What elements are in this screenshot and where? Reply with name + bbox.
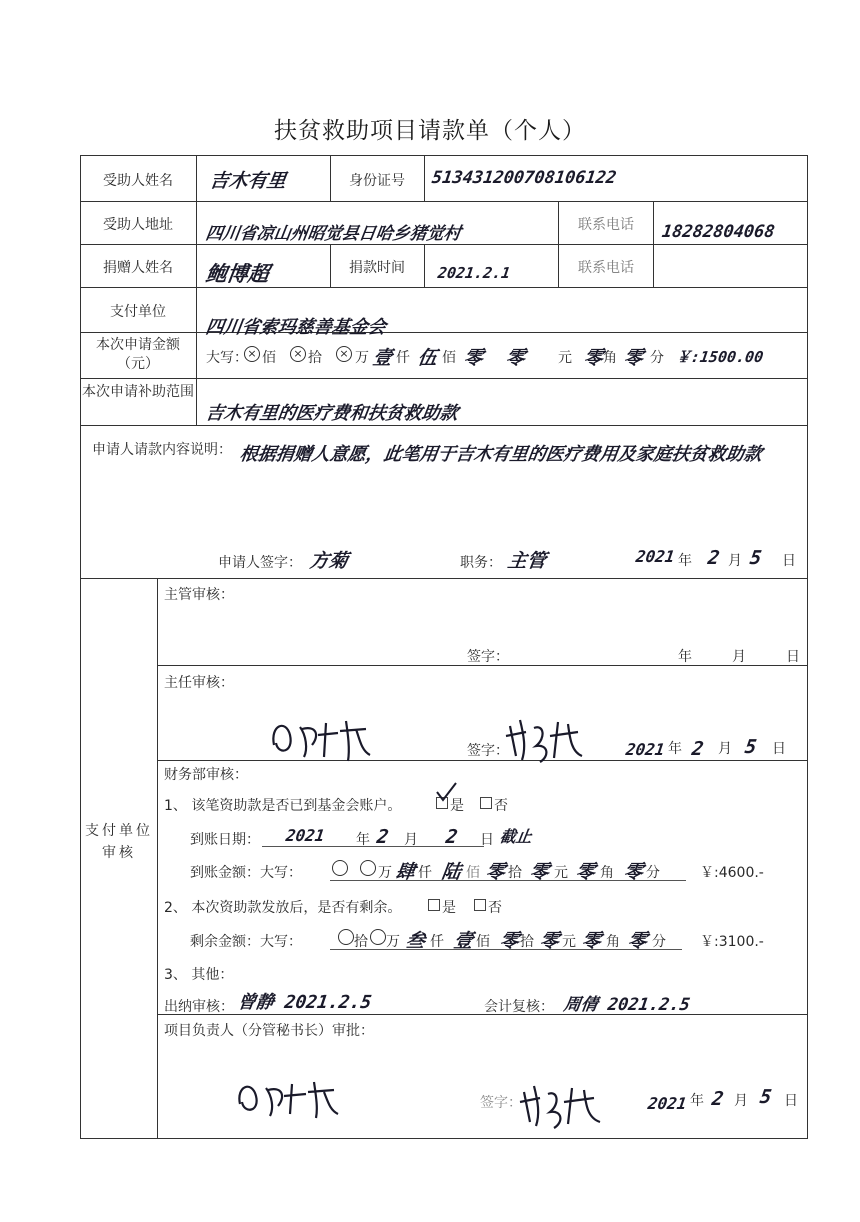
director-sign-label: 签字： <box>467 743 509 759</box>
recipient-name-value: 吉木有里 <box>208 170 288 192</box>
position-label: 职务： <box>460 555 502 571</box>
arrival-digit: 陆 <box>440 861 463 883</box>
arrival-digit: 零 <box>528 861 551 883</box>
payer-value: 四川省索玛慈善基金会 <box>204 317 388 338</box>
label-column-divider <box>196 155 197 425</box>
arrival-mark <box>332 860 348 876</box>
row-divider <box>80 425 808 426</box>
remain-yes-label: 是 <box>442 900 456 916</box>
director-day-unit: 日 <box>772 741 786 757</box>
remain-unit: 元 <box>562 934 576 950</box>
applicant-sign-label: 申请人签字： <box>218 555 302 571</box>
amount-unit: 角 <box>603 350 617 366</box>
pm-sign-label: 签字： <box>480 1095 522 1111</box>
col-divider <box>330 155 331 201</box>
row-divider <box>80 201 808 202</box>
arrival-unit: 角 <box>600 865 614 881</box>
row-divider <box>80 244 808 245</box>
remain-digit: 零 <box>626 930 649 952</box>
row-divider <box>80 378 808 379</box>
donor-name-label: 捐赠人姓名 <box>103 260 173 276</box>
apply-day-unit: 日 <box>782 553 796 569</box>
payer-label: 支付单位 <box>110 304 166 320</box>
arrival-amount-underline <box>330 880 686 881</box>
applicant-signature: 方菊 <box>308 550 350 572</box>
table-left-border <box>80 155 81 1138</box>
question-3: 3、 其他： <box>164 967 234 983</box>
review-section-label: 支付单位审核 <box>85 823 153 861</box>
form-title: 扶贫救助项目请款单（个人） <box>274 118 586 144</box>
col-divider <box>558 201 559 287</box>
amount-digit: 零 <box>462 347 485 369</box>
amount-unit: 元 <box>558 350 572 366</box>
row-divider <box>80 332 808 333</box>
donor-phone-label: 联系电话 <box>578 260 634 276</box>
remain-unit: 角 <box>606 934 620 950</box>
donate-time-label: 捐款时间 <box>349 260 405 276</box>
arrival-unit: 万 <box>378 865 392 881</box>
apply-year: 2021 <box>634 547 676 566</box>
director-day: 5 <box>743 736 758 758</box>
amount-numeric: ￥:1500.00 <box>674 348 765 366</box>
pm-approval-label: 项目负责人（分管秘书长）审批： <box>164 1023 374 1039</box>
arrival-month-unit: 月 <box>404 832 418 848</box>
arrival-mark <box>360 860 376 876</box>
accountant-label: 会计复核： <box>484 999 554 1015</box>
position-value: 主管 <box>506 550 548 572</box>
arrival-day: 2 <box>444 826 459 848</box>
table-bottom-border <box>80 1138 808 1139</box>
arrival-unit: 拾 <box>508 865 522 881</box>
amount-unit: 拾 <box>308 350 322 366</box>
manager-year-unit: 年 <box>678 649 692 665</box>
pm-day: 5 <box>758 1086 773 1108</box>
remain-digit: 零 <box>498 930 521 952</box>
col-divider <box>424 244 425 287</box>
question-1: 1、 该笔资助款是否已到基金会账户。 <box>164 798 402 814</box>
recipient-address-label: 受助人地址 <box>103 217 173 233</box>
description-label: 申请人请款内容说明： <box>92 442 232 458</box>
remain-numeric: ￥:3100.- <box>700 934 764 950</box>
director-review-label: 主任审核： <box>164 675 234 691</box>
id-number-value: 513431200708106122 <box>430 168 618 188</box>
amount-mark: × <box>290 346 306 362</box>
remain-no-checkbox[interactable] <box>474 899 486 911</box>
remain-digit: 零 <box>538 930 561 952</box>
recipient-address-value: 四川省凉山州昭觉县日哈乡猪觉村 <box>204 224 463 244</box>
no-checkbox[interactable] <box>480 797 492 809</box>
arrival-note: 截止 <box>498 827 534 846</box>
col-divider <box>653 201 654 287</box>
amount-unit: 仟 <box>396 350 410 366</box>
pm-day-unit: 日 <box>784 1093 798 1109</box>
manager-sign-label: 签字： <box>467 649 509 665</box>
remain-mark <box>338 929 354 945</box>
remain-amount-underline <box>330 949 682 950</box>
apply-month: 2 <box>706 547 721 569</box>
arrival-unit: 元 <box>554 865 568 881</box>
id-number-label: 身份证号 <box>349 173 405 189</box>
accountant-signature: 周倩 2021.2.5 <box>562 995 692 1015</box>
arrival-date-label: 到账日期： <box>190 832 260 848</box>
remain-digit: 壹 <box>452 930 475 952</box>
arrival-digit: 零 <box>574 861 597 883</box>
arrival-digit: 肆 <box>394 861 417 883</box>
arrival-unit: 分 <box>646 865 660 881</box>
remain-unit: 拾 <box>520 934 534 950</box>
director-year-unit: 年 <box>668 741 682 757</box>
table-top-border <box>80 155 808 156</box>
arrival-digit: 零 <box>622 861 645 883</box>
arrival-day-unit: 日 <box>480 832 494 848</box>
manager-day-unit: 日 <box>786 649 800 665</box>
scope-value: 吉木有里的医疗费和扶贫救助款 <box>204 403 460 424</box>
remain-no-label: 否 <box>488 900 502 916</box>
remain-unit: 分 <box>652 934 666 950</box>
description-value: 根据捐赠人意愿，此笔用于吉木有里的医疗费用及家庭扶贫救助款 <box>238 444 764 465</box>
scope-label: 本次申请补助范围 <box>82 384 194 400</box>
arrival-year-unit: 年 <box>356 832 370 848</box>
manager-month-unit: 月 <box>732 649 746 665</box>
amount-prefix: 大写： <box>206 350 248 366</box>
recipient-name-label: 受助人姓名 <box>103 173 173 189</box>
pm-year: 2021 <box>646 1094 688 1113</box>
arrival-amount-label: 到账金额：大写： <box>190 865 302 881</box>
review-column-divider <box>157 578 158 1138</box>
director-year: 2021 <box>624 740 666 759</box>
pm-year-unit: 年 <box>690 1093 704 1109</box>
director-signature <box>266 705 386 765</box>
remain-unit: 万 <box>386 934 400 950</box>
apply-month-unit: 月 <box>728 553 742 569</box>
amount-digit: 零 <box>504 347 527 369</box>
finance-review-label: 财务部审核： <box>164 767 248 783</box>
director-month: 2 <box>690 738 705 760</box>
phone-value: 18282804068 <box>660 222 776 242</box>
amount-digit: 零 <box>622 347 645 369</box>
pm-review-signature <box>514 1072 614 1132</box>
arrival-unit: 仟 <box>418 865 432 881</box>
row-divider <box>80 287 808 288</box>
director-review-signature <box>500 706 592 766</box>
remain-digit: 叁 <box>404 930 427 952</box>
arrival-digit: 零 <box>484 861 507 883</box>
amount-unit: 佰 <box>262 350 276 366</box>
phone-label: 联系电话 <box>578 217 634 233</box>
remain-unit: 拾 <box>354 934 368 950</box>
amount-unit: 万 <box>355 350 369 366</box>
amount-mark: × <box>336 346 352 362</box>
amount-digit: 零 <box>582 347 605 369</box>
cashier-label: 出纳审核： <box>164 999 234 1015</box>
arrival-date-underline <box>262 846 484 847</box>
question-2: 2、 本次资助款发放后，是否有剩余。 <box>164 900 402 916</box>
col-divider <box>424 155 425 201</box>
remain-yes-checkbox[interactable] <box>428 899 440 911</box>
manager-review-label: 主管审核： <box>164 587 234 603</box>
arrival-month: 2 <box>375 826 390 848</box>
arrival-numeric: ￥:4600.- <box>700 865 764 881</box>
apply-year-unit: 年 <box>678 553 692 569</box>
remain-unit: 佰 <box>476 934 490 950</box>
pm-signature <box>234 1070 346 1120</box>
yes-label: 是 <box>450 798 464 814</box>
amount-unit: 佰 <box>442 350 456 366</box>
pm-month: 2 <box>710 1088 725 1110</box>
remain-amount-label: 剩余金额：大写： <box>190 934 302 950</box>
arrival-year: 2021 <box>284 826 326 845</box>
remain-unit: 仟 <box>430 934 444 950</box>
table-right-border <box>807 155 808 1138</box>
amount-mark: × <box>244 346 260 362</box>
amount-digit: 伍 <box>416 347 439 369</box>
row-divider <box>80 578 808 579</box>
col-divider <box>330 244 331 287</box>
director-month-unit: 月 <box>718 741 732 757</box>
donor-name-value: 鲍博超 <box>204 262 271 286</box>
remain-mark <box>370 929 386 945</box>
remain-digit: 零 <box>580 930 603 952</box>
amount-digit: 壹 <box>371 347 394 369</box>
pm-month-unit: 月 <box>734 1093 748 1109</box>
row-divider <box>157 760 808 761</box>
amount-unit: 分 <box>650 350 664 366</box>
apply-day: 5 <box>748 547 763 569</box>
cashier-signature: 曾静 2021.2.5 <box>236 992 373 1013</box>
row-divider <box>157 1014 808 1015</box>
donate-time-value: 2021.2.1 <box>436 264 512 282</box>
amount-label: 本次申请金额（元） <box>96 337 180 372</box>
arrival-unit: 佰 <box>466 865 480 881</box>
no-label: 否 <box>494 798 508 814</box>
